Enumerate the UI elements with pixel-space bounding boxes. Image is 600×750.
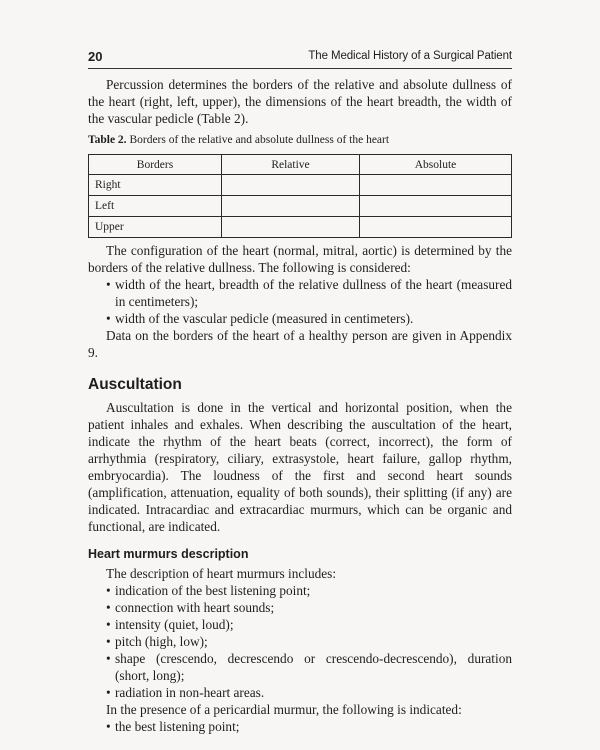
running-header: [88, 48, 512, 69]
intro-paragraph: Percussion determines the borders of the relative and absolute dullness of the heart (right, left, upper), the dimensions of the heart breadth, the width of the vascular pedicle (Table 2).: [88, 77, 512, 126]
list-item: • indication of the best listening point;: [106, 582, 512, 599]
auscultation-heading: Auscultation: [88, 376, 182, 393]
table-caption: [88, 133, 512, 148]
murmurs-heading: Heart murmurs description: [88, 547, 249, 561]
page-content: [88, 76, 512, 735]
list-item: • width of the heart, breadth of the relative dullness of the heart (measured in centimeters);: [106, 276, 512, 310]
appendix-paragraph: Data on the borders of the heart of a healthy person are given in Appendix 9.: [88, 328, 512, 360]
table-cell: [360, 217, 512, 238]
table-header-row: [89, 155, 512, 175]
page-number: 20: [88, 49, 103, 64]
table-caption-label: Table 2.: [88, 134, 127, 146]
list-item: • intensity (quiet, loud);: [106, 616, 512, 633]
list-item: • the best listening point;: [106, 718, 512, 735]
configuration-paragraph: The configuration of the heart (normal, mitral, aortic) is determined by the borders of the relative dullness. The following is considered:: [88, 243, 512, 275]
header-relative: Relative: [222, 155, 360, 175]
table-cell: [360, 175, 512, 196]
murmurs-list: [88, 582, 512, 701]
table-caption-text: Borders of the relative and absolute dullness of the heart: [129, 134, 390, 146]
considered-list: [88, 276, 512, 327]
row-label-upper: Upper: [89, 217, 222, 238]
list-item: • radiation in non-heart areas.: [106, 684, 512, 701]
table-row: [89, 217, 512, 238]
table-row: [89, 175, 512, 196]
table-cell: [222, 175, 360, 196]
borders-table: [88, 154, 512, 238]
running-title: The Medical History of a Surgical Patient: [308, 50, 512, 62]
table-cell: [360, 196, 512, 217]
list-item: • width of the vascular pedicle (measured in centimeters).: [106, 310, 512, 327]
row-label-left: Left: [89, 196, 222, 217]
header-absolute: Absolute: [360, 155, 512, 175]
auscultation-paragraph: Auscultation is done in the vertical and horizontal position, when the patient inhales and exhales. When describing the auscultation of the heart, indicate the rhythm of the heart beats (correct, incorrect), the form of arrhythmia (respiratory, ciliary, extrasystole, heart failure, gallop rhythm, embryocardia). The loudness of the first and second heart sounds (amplification, attenuation, equality of both sounds), their splitting (if any) are indicated. Intracardiac and extracardiac murmurs, which can be organic and functional, are indicated.: [88, 400, 512, 534]
murmurs-intro: The description of heart murmurs includes:: [106, 566, 337, 581]
list-item: • shape (crescendo, decrescendo or crescendo-decrescendo), duration (short, long);: [106, 650, 512, 684]
table-cell: [222, 196, 360, 217]
list-item: • pitch (high, low);: [106, 633, 512, 650]
list-item: • connection with heart sounds;: [106, 599, 512, 616]
header-borders: Borders: [89, 155, 222, 175]
table-row: [89, 196, 512, 217]
pericardial-intro: In the presence of a pericardial murmur, the following is indicated:: [106, 702, 462, 717]
table-cell: [222, 217, 360, 238]
row-label-right: Right: [89, 175, 222, 196]
pericardial-list: [88, 718, 512, 735]
